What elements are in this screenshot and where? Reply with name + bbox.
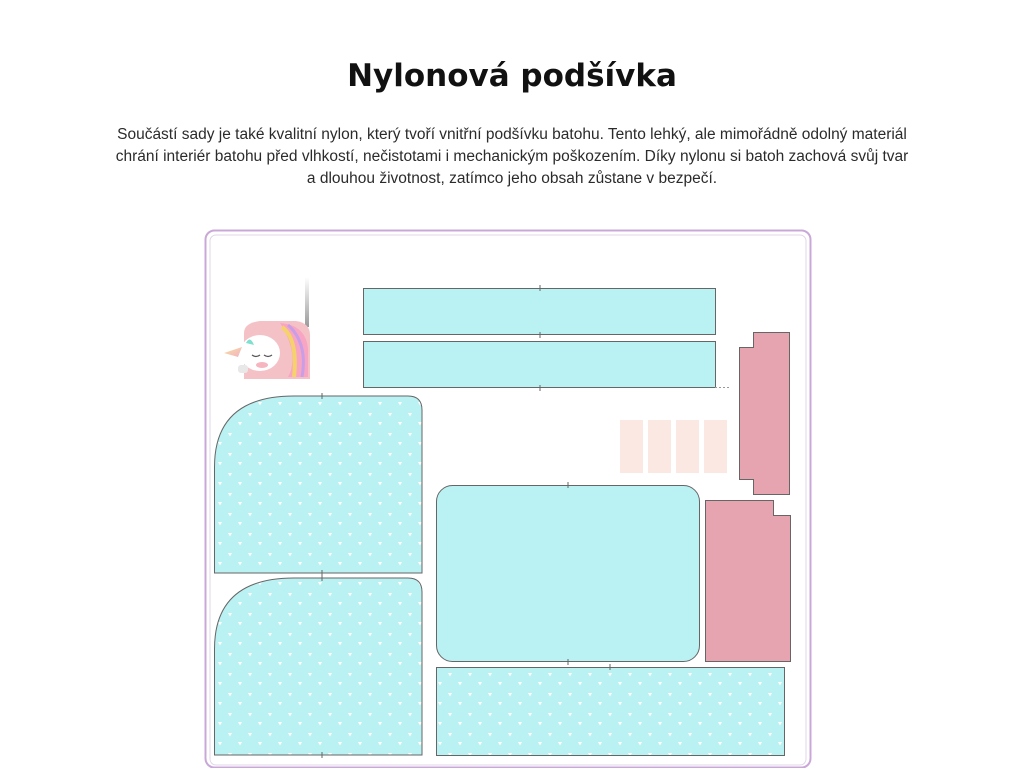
pink-piece-upper: [740, 333, 790, 495]
page-description: Součástí sady je také kvalitní nylon, který tvoří vnitřní podšívku batohu. Tento lehký, ale mimořádně odolný materiál chrání interiér batohu před vlhkostí, nečistotami i mechanickým poškozením. Díky nylonu si batoh zachová svůj tvar a dlouhou životnost, zatímco jeho obsah zůstane v bezpečí.: [115, 126, 909, 187]
pink-piece-lower: [706, 501, 791, 662]
page-title: Nylonová podšívka: [347, 58, 677, 94]
center-panel: [437, 482, 700, 665]
bottom-strip: [437, 664, 785, 756]
top-strip-1: [364, 285, 716, 338]
left-panel-top: [215, 393, 423, 576]
top-strip-2: [364, 342, 731, 392]
sewing-pattern-canvas: [204, 229, 812, 768]
sewing-pattern-sheet: [204, 229, 812, 768]
left-panel-bottom: [215, 575, 423, 758]
